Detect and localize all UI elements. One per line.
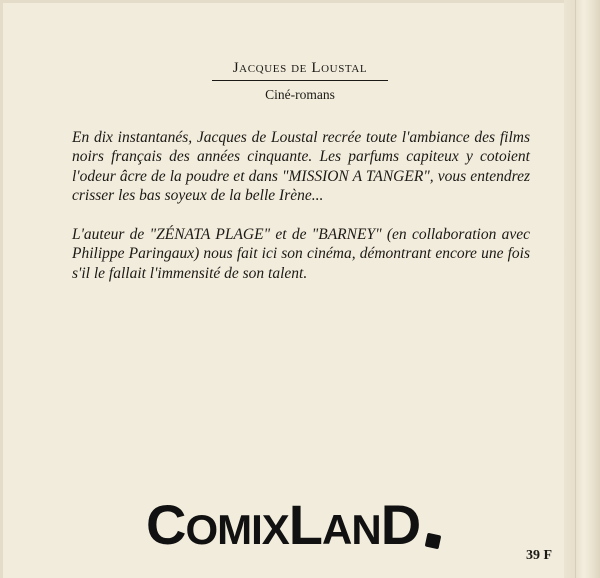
blurb-paragraph-1: En dix instantanés, Jacques de Loustal recrée toute l'ambiance des films noirs français des années cinquante. Les parfums capiteux y cotoient l'odeur âcre de la poudre et dans "MISSION A TANGER", vous entendrez crisser les bas soyeux de la belle Irène...	[72, 129, 530, 205]
logo-dot-mark	[425, 533, 442, 550]
logo-letter-l: L	[288, 493, 323, 556]
publisher-logo	[146, 493, 452, 556]
blurb-paragraph-2: L'auteur de "ZÉNATA PLAGE" et de "BARNEY" (en collaboration avec Philippe Paringaux) nous fait ici son cinéma, démontrant encore une fois s'il le fallait l'immensité de son talent.	[72, 226, 530, 282]
logo-letter-c: C	[146, 493, 186, 556]
spine-crease	[575, 0, 576, 578]
price-label: 39 F	[526, 548, 553, 563]
blurb	[72, 128, 530, 283]
logo-letters-an: AN	[322, 506, 381, 553]
left-page-edge	[0, 0, 3, 578]
cover-header	[212, 58, 388, 104]
series-title: Ciné-romans	[265, 87, 335, 102]
author-name: Jacques de Loustal	[212, 58, 388, 81]
top-page-edge	[0, 0, 600, 3]
book-spine-edge	[564, 0, 600, 578]
logo-letters-omix: OMIX	[185, 506, 289, 553]
logo-letter-d: D	[380, 493, 421, 556]
